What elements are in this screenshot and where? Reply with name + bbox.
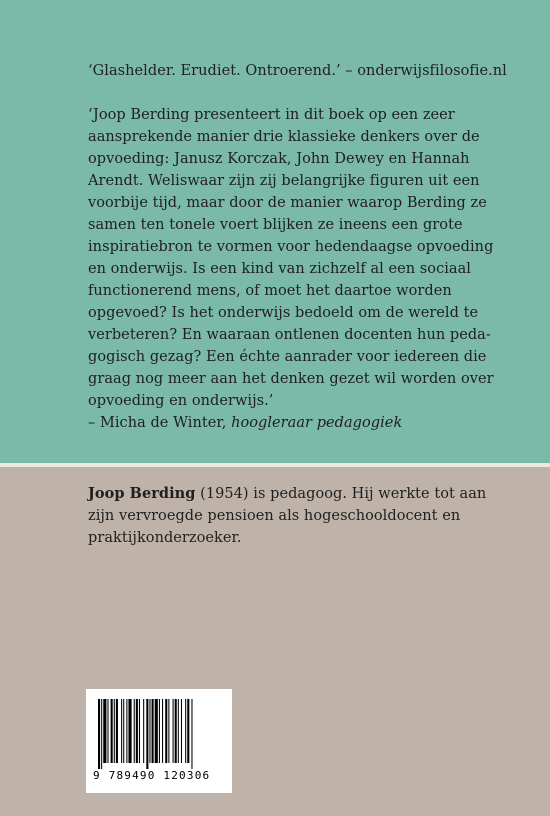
bio-line: praktijkonderzoeker.: [88, 530, 242, 546]
tagline: ‘Glashelder. Erudiet. Ontroerend.’ – onderwijsfilosofie.nl: [88, 63, 507, 79]
barcode-bar: [114, 699, 115, 763]
bio-line: zijn vervroegde pensioen als hogeschooldocent en: [88, 508, 461, 524]
barcode-bar: [139, 699, 140, 763]
review-line: gogisch gezag? Een échte aanrader voor iedereen die: [88, 349, 487, 365]
barcode-bar: [143, 699, 144, 763]
barcode-bar: [101, 699, 102, 769]
attribution-name: – Micha de Winter,: [88, 415, 232, 431]
review-line: verbeteren? En waaraan ontlenen docenten hun peda-: [88, 327, 491, 343]
barcode-bar: [123, 699, 124, 763]
barcode-bar: [162, 699, 163, 763]
review-line: opgevoed? Is het onderwijs bedoeld om de wereld te: [88, 305, 479, 321]
barcode-bar: [181, 699, 182, 763]
author-bio: [88, 483, 528, 549]
barcode-bar: [128, 699, 131, 763]
review-line: opvoeding: Janusz Korczak, John Dewey en Hannah: [88, 151, 470, 167]
barcode-bar: [152, 699, 154, 763]
barcode-bar: [165, 699, 167, 763]
barcode-bar: [146, 699, 148, 769]
review-line: samen ten tonele voert blijken ze ineens een grote: [88, 217, 463, 233]
barcode-bar: [134, 699, 135, 763]
review-line: functionerend mens, of moet het daartoe worden: [88, 283, 452, 299]
barcode-bar: [126, 699, 127, 763]
review-quote: [88, 104, 528, 434]
barcode-bar: [178, 699, 179, 763]
barcode-bar: [103, 699, 106, 763]
author-name: Joop Berding: [88, 485, 196, 502]
review-line: ‘Joop Berding presenteert in dit boek op een zeer: [88, 107, 455, 123]
barcode-bar: [116, 699, 118, 763]
barcode-bar: [159, 699, 160, 763]
review-line: inspiratiebron te vormen voor hedendaagse opvoeding: [88, 239, 494, 255]
bio-text: (1954) is pedagoog. Hij werkte tot aan: [195, 486, 487, 502]
review-line: graag nog meer aan het denken gezet wil worden over: [88, 371, 494, 387]
barcode-bar: [136, 699, 138, 763]
review-line: opvoeding en onderwijs.’: [88, 393, 274, 409]
review-line: voorbije tijd, maar door de manier waarop Berding ze: [88, 195, 487, 211]
barcode-bar: [191, 699, 192, 769]
barcode-bar: [173, 699, 174, 763]
isbn-number: 9 789490 120306: [93, 769, 211, 782]
barcode-bar: [149, 699, 150, 763]
barcode-bar: [168, 699, 169, 763]
barcode-bar: [111, 699, 113, 763]
review-line: aansprekende manier drie klassieke denkers over de: [88, 129, 480, 145]
attribution-title: hoogleraar pedagogiek: [231, 415, 403, 431]
review-line: en onderwijs. Is een kind van zichzelf al een sociaal: [88, 261, 471, 277]
barcode-bar: [187, 699, 189, 763]
isbn-barcode: [86, 689, 232, 793]
review-line: Arendt. Weliswaar zijn zij belangrijke figuren uit een: [88, 173, 480, 189]
barcode-bar: [175, 699, 177, 763]
barcode-bar: [121, 699, 122, 763]
barcode-bar: [185, 699, 186, 763]
barcode-bar: [107, 699, 108, 763]
barcode-bar: [155, 699, 158, 763]
barcode-bar: [98, 699, 100, 769]
bio-line: [88, 483, 528, 505]
review-attribution: [88, 412, 528, 434]
